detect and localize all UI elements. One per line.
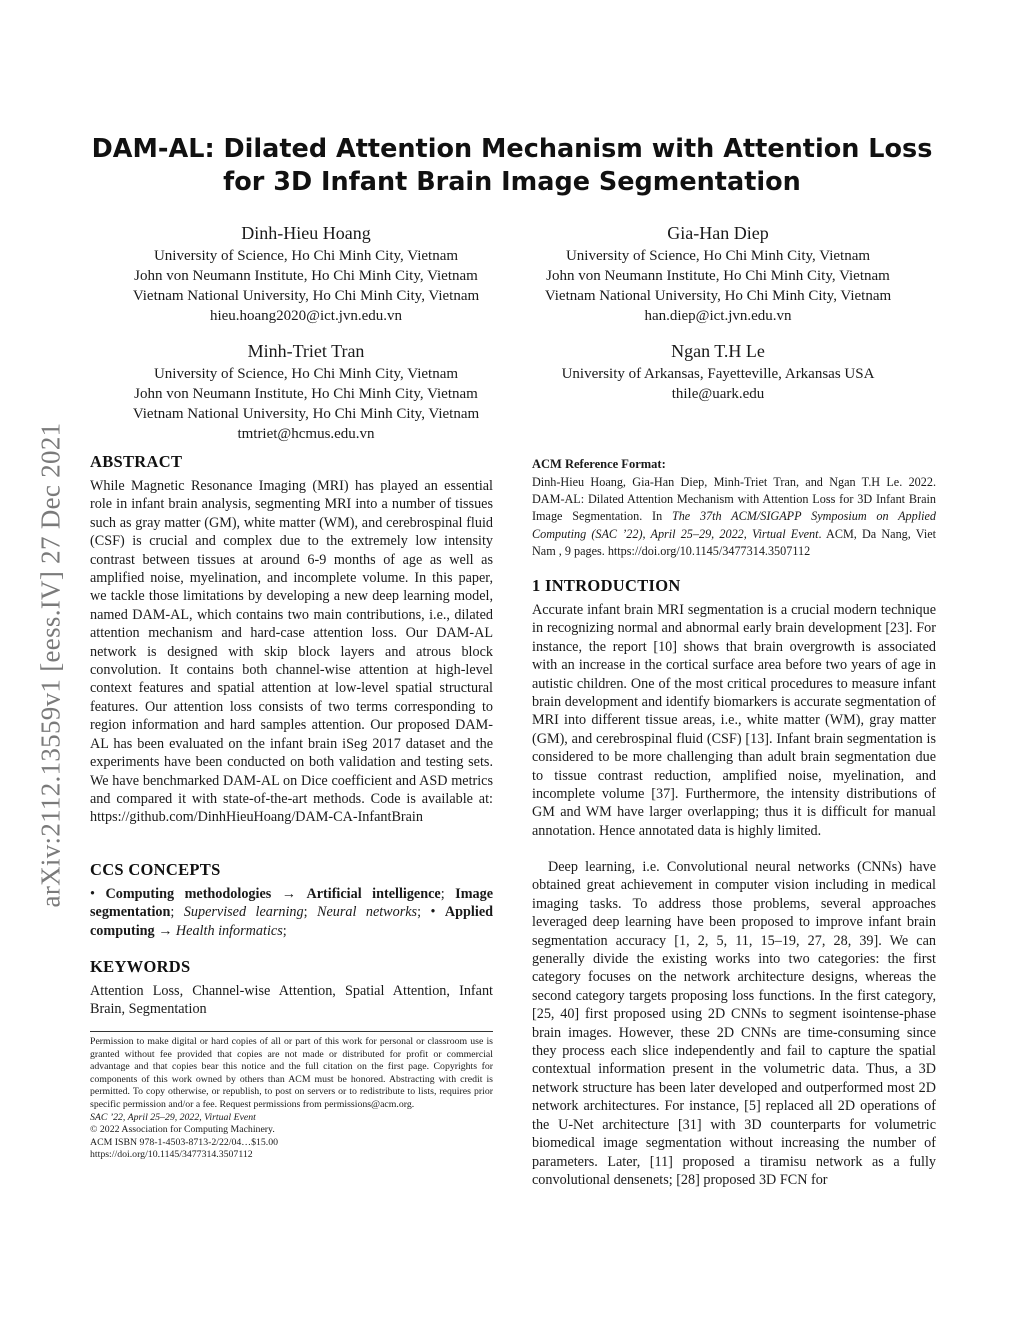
author-affiliation: Vietnam National University, Ho Chi Minh City, Vietnam (544, 288, 892, 304)
author-affiliation: Vietnam National University, Ho Chi Minh City, Vietnam (132, 288, 480, 304)
author-affiliation: John von Neumann Institute, Ho Chi Minh City, Vietnam (134, 386, 478, 402)
author-name: Gia-Han Diep (667, 223, 769, 243)
ccs-separator: ; (303, 904, 317, 921)
isbn-line: ACM ISBN 978-1-4503-8713-2/22/04…$15.00 (90, 1136, 279, 1148)
ccs-heading: CCS CONCEPTS (90, 860, 221, 879)
ccs-term: Artificial intelligence (306, 886, 441, 902)
author-affiliation: University of Science, Ho Chi Minh City, Vietnam (565, 248, 871, 264)
author-name: Ngan T.H Le (671, 341, 765, 361)
author-block-4 (503, 338, 933, 404)
copyright-line: © 2022 Association for Computing Machinery. (90, 1124, 275, 1136)
keywords-heading: KEYWORDS (90, 957, 191, 976)
author-block-1 (91, 220, 521, 326)
author-affiliation: University of Arkansas, Fayetteville, Arkansas USA (561, 366, 875, 382)
introduction-paragraph-2: Deep learning, i.e. Convolutional neural networks (CNNs) have obtained great achievement in computer vision including in medical imaging tasks. To address those problems, several approaches leveraged deep learning have been proposed to improve infant brain segmentation accuracy [1, 2, 5, 11, 15–19, 27, 28, 39]. We can generally divide the existing works into two categories: the first category focuses on the network architecture designs, whereas the second category targets proposing loss functions. In the first category, [25, 40] first proposed using 2D CNNs to segment isointense-phase brain images. However, these 2D CNNs are time-consuming since they process each slice independently and fail to capture the spatial contextual information present in the volumetric data. Thus, a 3D network structure has been later developed and outperformed most 2D network architectures. For instance, [5] replaced all 2D operations of the U-Net architecture [31] with 3D counterparts for volumetric biomedical image segmentation without increasing the number of parameters. Later, [11] proposed a tiramisu network as a fully convolutional densenets; [28] proposed 3D FCN for (532, 859, 936, 1188)
ccs-separator: ; (440, 886, 456, 902)
author-email: thile@uark.edu (671, 386, 765, 402)
author-email: tmtriet@hcmus.edu.vn (237, 426, 375, 442)
author-affiliation: Vietnam National University, Ho Chi Minh City, Vietnam (132, 406, 480, 422)
author-name: Minh-Triet Tran (247, 341, 365, 361)
author-affiliation: University of Science, Ho Chi Minh City, Vietnam (153, 366, 459, 382)
paper-title: DAM-AL: Dilated Attention Mechanism with Attention Loss for 3D Infant Brain Image Segmentation (91, 134, 933, 197)
author-block-2 (503, 220, 933, 326)
author-affiliation: John von Neumann Institute, Ho Chi Minh City, Vietnam (134, 268, 478, 284)
acm-reference-heading: ACM Reference Format: (532, 457, 666, 471)
ccs-separator: ; (417, 904, 431, 921)
footnote-divider (90, 1031, 493, 1032)
acm-reference-part: . ACM, Da Nang, Viet Nam , 9 pages. https://doi.org/10.1145/3477314.3507112 (532, 526, 937, 558)
arxiv-identifier: arXiv:2112.13559v1 [eess.IV] 27 Dec 2021 (35, 422, 66, 908)
keywords-text: Attention Loss, Channel-wise Attention, Spatial Attention, Infant Brain, Segmentation (90, 983, 493, 1018)
ccs-arrow: → (281, 886, 296, 902)
ccs-term: Health informatics (175, 922, 283, 939)
ccs-term: Image segmentation (90, 886, 493, 921)
abstract-text: While Magnetic Resonance Imaging (MRI) has played an essential role in infant brain analysis, segmenting MRI into a number of tissues such as gray matter (GM), white matter (WM), and cerebrospinal fluid (CSF) is crucial and complex due to the extremely low intensity contrast between tissues at around 6-9 months of age as well as amplified noise, myelination, and incomplete volume. In this paper, we tackle those limitations by developing a new deep learning model, named DAM-AL, which contains two main contributions, i.e., dilated attention mechanism and hard-case attention loss. Our DAM-AL network is designed with skip block layers and atrous block convolution. It contains both channel-wise attention at high-level context features and spatial attention at low-level spatial structural features. Our attention loss consists of two terms corresponding to region information and hard samples attention. Our proposed DAM-AL has been evaluated on the infant brain iSeg 2017 dataset and the experiments have been conducted on both validation and testing sets. We have benchmarked DAM-AL on Dice coefficient and ASD metrics and compared it with state-of-the-art methods. Code is available at: https://github.com/DinhHieuHoang/DAM-CA-InfantBrain (90, 478, 493, 826)
introduction-heading: 1 INTRODUCTION (532, 576, 681, 595)
author-email: han.diep@ict.jvn.edu.vn (644, 308, 792, 324)
copyright-footnote (90, 1036, 493, 1162)
ccs-bullet: • (430, 904, 436, 921)
ccs-term: Neural networks (316, 904, 418, 921)
ccs-term: Supervised learning (183, 904, 304, 921)
abstract-heading: ABSTRACT (90, 452, 183, 471)
acm-reference-venue: The 37th ACM/SIGAPP Symposium on Applied Computing (SAC ’22), April 25–29, 2022, Virtual Event (532, 509, 936, 541)
venue-line: SAC ’22, April 25–29, 2022, Virtual Event (90, 1111, 256, 1123)
author-email: hieu.hoang2020@ict.jvn.edu.vn (209, 308, 403, 324)
author-affiliation: John von Neumann Institute, Ho Chi Minh City, Vietnam (546, 268, 890, 284)
ccs-term: Computing methodologies (105, 886, 272, 902)
ccs-end: ; (282, 922, 287, 939)
permission-notice: Permission to make digital or hard copies of all or part of this work for personal or classroom use is granted without fee provided that copies are not made or distributed for profit or commercial advantage and that copies bear this notice and the full citation on the first page. Copyrights for components of this work owned by others than ACM must be honored. Abstracting with credit is permitted. To copy otherwise, or republish, to post on servers or to redistribute to lists, requires prior specific permission and/or a fee. Request permissions from permissions@acm.org. (90, 1036, 493, 1110)
acm-reference-text (532, 474, 936, 560)
author-affiliation: University of Science, Ho Chi Minh City, Vietnam (153, 248, 459, 264)
introduction-paragraph-1: Accurate infant brain MRI segmentation is a crucial modern technique in recognizing normal and abnormal early brain development [23]. For instance, the report [10] shows that brain overgrowth is associated with an increase in the cortical surface area before two years of age in autistic children. One of the most critical procedures to measure infant brain development and identify biomarkers is accurate segmentation of MRI into different tissue areas, i.e., white matter (WM), gray matter (GM), and cerebrospinal fluid (CSF) [13]. Infant brain segmentation is considered to be more challenging than adult brain segmentation due to tissue contrast reduction, amplified noise, myelination, and incomplete volume [37]. Furthermore, the intensity distributions of GM and WM have larger overlapping; thus it is difficult for manual annotation. Hence annotated data is highly limited. (532, 602, 936, 839)
ccs-separator: ; (170, 904, 184, 921)
ccs-concepts (90, 885, 493, 940)
ccs-arrow: → (158, 922, 173, 939)
arxiv-sidebar (36, 350, 66, 980)
author-name: Dinh-Hieu Hoang (241, 223, 371, 243)
ccs-term: Applied computing (90, 904, 494, 939)
acm-reference-part: Dinh-Hieu Hoang, Gia-Han Diep, Minh-Triet Tran, and Ngan T.H Le. 2022. DAM-AL: Dilated Attention Mechanism with Attention Loss for 3D Infant Brain Image Segmentation. In (532, 475, 936, 524)
ccs-bullet: • (90, 886, 95, 902)
author-block-3 (91, 338, 521, 444)
doi-link[interactable]: https://doi.org/10.1145/3477314.3507112 (90, 1149, 253, 1161)
